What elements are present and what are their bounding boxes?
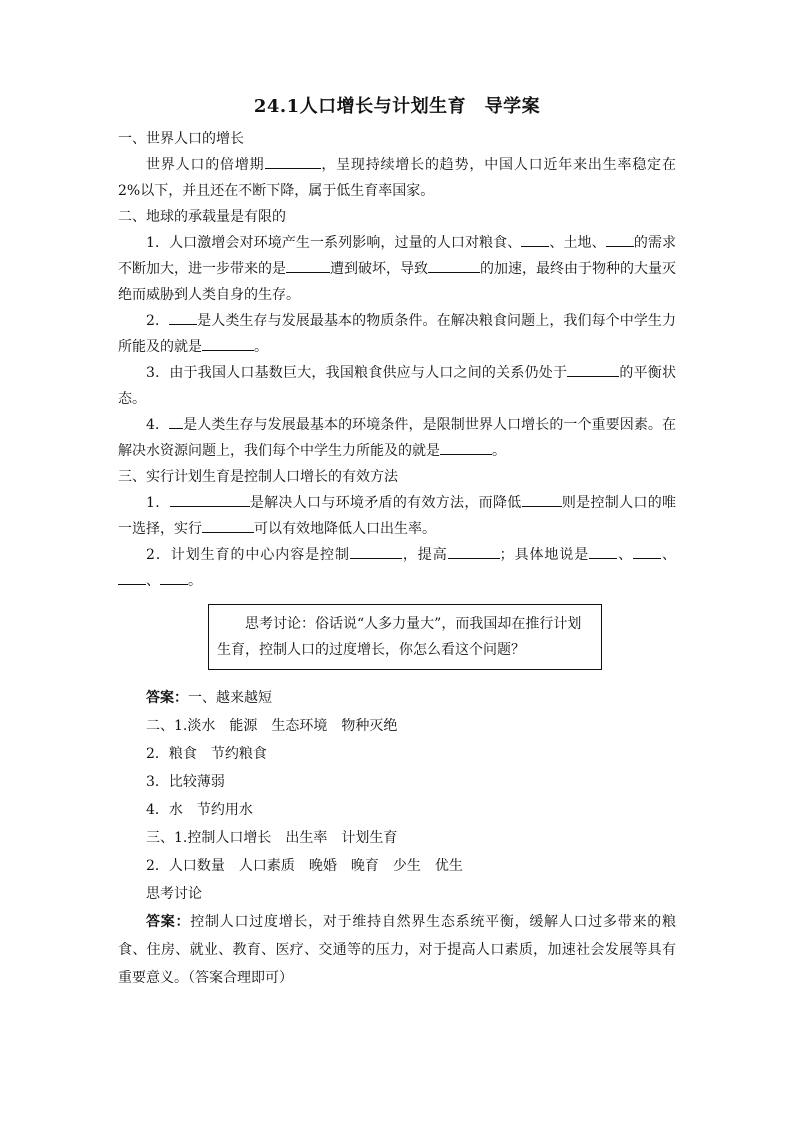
text: 4． <box>146 417 170 433</box>
text: 是人类生存与发展最基本的环境条件，是限制世界人口增长的一个重要因素。在解决水资源问题上，我们每个中学生力所能及的就是 <box>118 417 676 459</box>
section2-question-1 <box>118 230 676 308</box>
blank <box>448 544 500 559</box>
section2-question-2 <box>118 308 676 360</box>
blank <box>170 492 250 507</box>
text: 、 <box>617 547 634 563</box>
blank <box>202 518 254 533</box>
section1-paragraph <box>118 152 676 204</box>
blank <box>160 570 188 585</box>
answer-text: 控制人口过度增长，对于维持自然界生态系统平衡，缓解人口过多带来的粮食、住房、就业、教育、医疗、交通等的压力，对于提高人口素质，加速社会发展等具有重要意义。（答案合理即可） <box>118 914 677 986</box>
text: 的平衡状态。 <box>118 365 677 407</box>
blank <box>522 492 562 507</box>
answer-text: 一、越来越短 <box>188 690 272 706</box>
section2-heading: 二、地球的承载量是有限的 <box>118 209 286 225</box>
blank <box>265 154 321 169</box>
answer-line-2: 二、1.淡水 能源 生态环境 物种灭绝 <box>146 718 398 734</box>
blank <box>169 310 197 325</box>
text: 3．由于我国人口基数巨大，我国粮食供应与人口之间的关系仍处于 <box>146 365 568 381</box>
text: 、 <box>661 547 677 563</box>
blank <box>633 544 661 559</box>
answer-line-6: 三、1.控制人口增长 出生率 计划生育 <box>146 830 398 846</box>
answer-label: 答案： <box>146 690 188 706</box>
discussion-answer <box>118 908 676 992</box>
blank <box>428 258 480 273</box>
answer-label: 答案： <box>146 914 191 930</box>
answer-line-1 <box>118 684 676 712</box>
text: 是人类生存与发展最基本的物质条件。在解决粮食问题上，我们每个中学生力所能及的就是 <box>118 313 676 355</box>
text: 1． <box>146 495 170 511</box>
blank <box>350 544 402 559</box>
answers-section <box>118 684 676 992</box>
section2-question-4 <box>118 412 676 464</box>
answer-line-3: 2．粮食 节约粮食 <box>146 746 267 762</box>
text: 的加速，最终由于物种的大量灭绝而威胁到人类自身的生存。 <box>118 261 676 303</box>
blank <box>286 258 330 273</box>
text: 、 <box>146 573 160 589</box>
text: 。 <box>492 443 506 459</box>
text: 则是控制人口的唯一选择，实行 <box>118 495 676 537</box>
text: 遭到破坏，导致 <box>330 261 428 277</box>
blank <box>118 570 146 585</box>
answer-line-5: 4．水 节约用水 <box>146 802 253 818</box>
text: 2． <box>146 313 170 329</box>
discussion-box: 思考讨论：俗话说“人多力量大”，而我国却在推行计划生育，控制人口的过度增长，你怎么看这个问题？ <box>208 604 602 670</box>
section1-text-a: 世界人口的倍增期 <box>146 157 265 173</box>
text: 2．计划生育的中心内容是控制 <box>146 547 350 563</box>
answer-line-7: 2．人口数量 人口素质 晚婚 晚育 少生 优生 <box>146 858 463 874</box>
blank <box>169 414 183 429</box>
text: 1．人口激增会对环境产生一系列影响，过量的人口对粮食、 <box>146 235 522 251</box>
section1-heading: 一、世界人口的增长 <box>118 131 244 147</box>
text: ；具体地说是 <box>499 547 590 563</box>
blank <box>202 336 254 351</box>
blank <box>567 362 619 377</box>
section3-question-1 <box>118 490 676 542</box>
blank <box>521 232 549 247</box>
page-title: 24.1人口增长与计划生育 导学案 <box>253 96 541 117</box>
section1-text-b: ，呈现持续增长的趋势，中国人口近年来出生率稳定在 2%以下，并且还在不断下降，属于低生育率国家。 <box>118 157 676 199</box>
answer-line-4: 3．比较薄弱 <box>146 774 225 790</box>
blank <box>589 544 617 559</box>
text: 是解决人口与环境矛盾的有效方法，而降低 <box>249 495 522 511</box>
text: ，提高 <box>401 547 448 563</box>
worksheet-page <box>118 92 676 992</box>
blank <box>440 440 492 455</box>
section3-question-2 <box>118 542 676 594</box>
text: 可以有效地降低人口出生率。 <box>254 521 436 537</box>
blank <box>606 232 634 247</box>
answer-line-8: 思考讨论 <box>146 886 202 902</box>
text: 。 <box>188 573 202 589</box>
section2-question-3 <box>118 360 676 412</box>
section3-heading: 三、实行计划生育是控制人口增长的有效方法 <box>118 469 398 485</box>
text: 、土地、 <box>549 235 606 251</box>
text: 的需求不断加大，进一步带来的是 <box>118 235 677 277</box>
text: 。 <box>254 339 268 355</box>
